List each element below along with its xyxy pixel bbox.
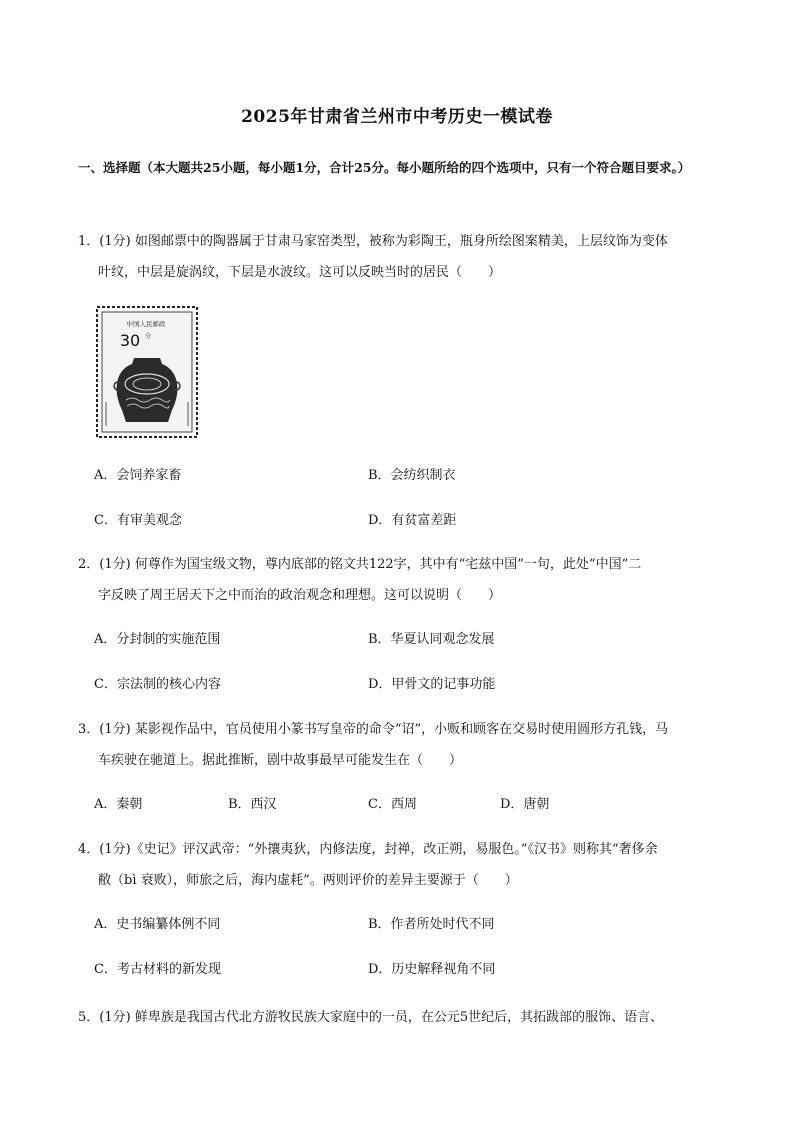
question-2-option-c[interactable]: C．宗法制的核心内容 (94, 677, 221, 692)
question-4 (78, 834, 722, 896)
stamp-top-text: 中国人民邮政 (126, 320, 166, 328)
stamp-image (96, 306, 198, 438)
question-4-option-b[interactable]: B．作者所处时代不同 (368, 917, 495, 932)
stamp-value: 30 (119, 331, 141, 350)
question-3-option-b[interactable]: B．西汉 (228, 797, 277, 812)
question-3-line-2: 车疾驶在驰道上。据此推断，剧中故事最早可能发生在（ ） (98, 753, 463, 768)
question-5 (78, 1002, 722, 1033)
question-1-option-a[interactable]: A．会饲养家畜 (94, 468, 182, 483)
question-1-option-b[interactable]: B．会纺织制衣 (368, 468, 456, 483)
question-3 (78, 714, 722, 776)
question-1 (78, 226, 722, 288)
question-2-option-b[interactable]: B．华夏认同观念发展 (368, 632, 495, 647)
stamp-value-unit: 分 (145, 333, 152, 340)
question-4-option-c[interactable]: C．考古材料的新发现 (94, 962, 221, 977)
question-2-option-d[interactable]: D．甲骨文的记事功能 (368, 677, 496, 692)
question-4-line-1: 4．(1分)《史记》评汉武帝：“外攘夷狄，内修法度，封禅，改正朔，易服色。”《汉书》则称其“奢侈余 (78, 842, 658, 857)
question-1-line-2: 叶纹，中层是旋涡纹，下层是水波纹。这可以反映当时的居民（ ） (98, 265, 502, 280)
page-title: 2025年甘肃省兰州市中考历史一模试卷 (241, 107, 553, 127)
question-2 (78, 549, 722, 611)
question-3-option-a[interactable]: A．秦朝 (94, 797, 143, 812)
question-4-line-2: 敝（bì 衰败），师旅之后，海内虚耗”。两则评价的差异主要源于（ ） (98, 873, 518, 888)
question-1-option-d[interactable]: D．有贫富差距 (368, 513, 457, 528)
question-2-option-a[interactable]: A．分封制的实施范围 (94, 632, 221, 647)
question-3-line-1: 3．(1分) 某影视作品中，官员使用小篆书写皇帝的命令“诏”，小贩和顾客在交易时使用圆形方孔钱，马 (78, 722, 669, 737)
question-3-option-d[interactable]: D．唐朝 (500, 797, 550, 812)
question-1-option-c[interactable]: C．有审美观念 (94, 513, 182, 528)
question-4-option-d[interactable]: D．历史解释视角不同 (368, 962, 496, 977)
question-4-option-a[interactable]: A．史书编纂体例不同 (94, 917, 221, 932)
section-heading: 一、选择题（本大题共25小题，每小题1分，合计25分。每小题所给的四个选项中，只有一个符合题目要求。） (78, 160, 691, 175)
pottery-stamp-icon (96, 306, 198, 438)
question-2-line-2: 字反映了周王居天下之中而治的政治观念和理想。这可以说明（ ） (98, 588, 502, 603)
question-3-option-c[interactable]: C．西周 (368, 797, 417, 812)
question-5-line-1: 5．(1分) 鲜卑族是我国古代北方游牧民族大家庭中的一员，在公元5世纪后，其拓跋部的服饰、语言、 (78, 1010, 664, 1025)
question-1-line-1: 1．(1分) 如图邮票中的陶器属于甘肃马家窑类型，被称为彩陶王，瓶身所绘图案精美，上层纹饰为变体 (78, 234, 668, 249)
question-2-line-1: 2．(1分) 何尊作为国宝级文物，尊内底部的铭文共122字，其中有“宅兹中国”一句，此处“中国”二 (78, 557, 642, 572)
